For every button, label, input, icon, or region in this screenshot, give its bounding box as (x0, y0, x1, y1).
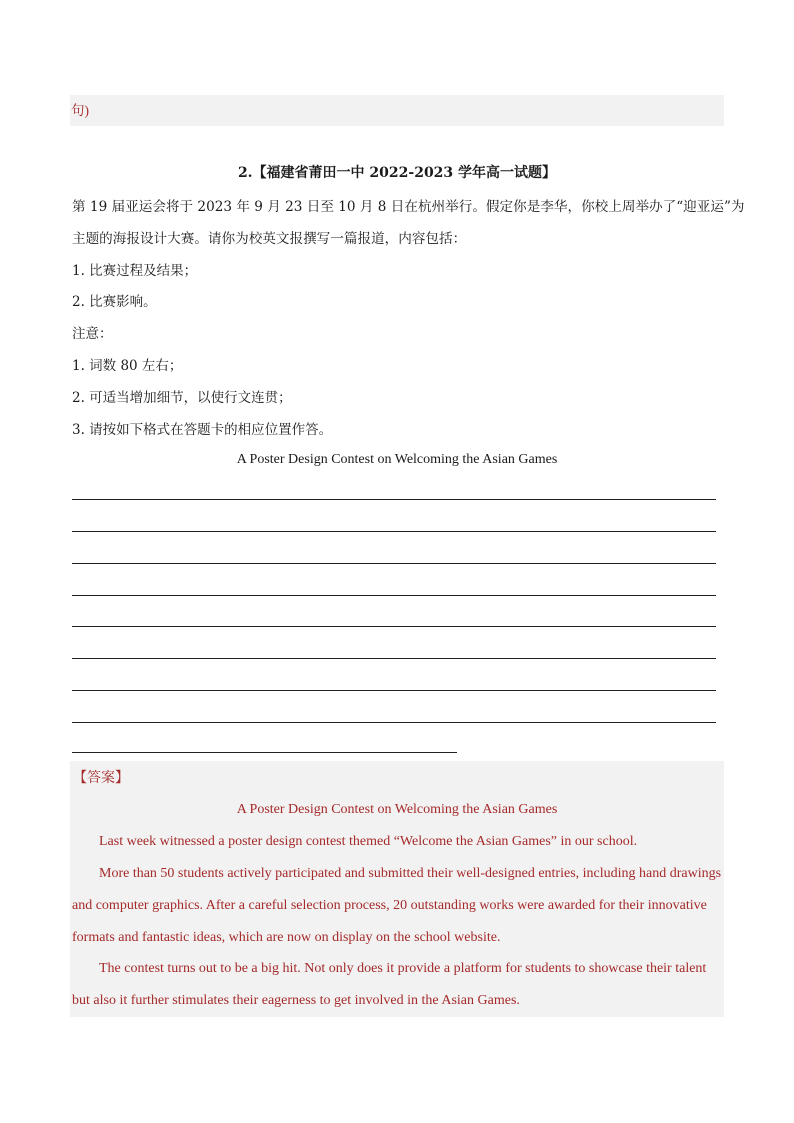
writing-line (72, 563, 716, 564)
answer-paragraph-2-line-1: More than 50 students actively participated and submitted their well-designed entries, including hand drawings (99, 866, 722, 881)
previous-answer-fragment: 句) (71, 103, 89, 118)
answer-label: 【答案】 (73, 770, 129, 786)
essay-title: A Poster Design Contest on Welcoming the Asian Games (236, 452, 558, 467)
top-shaded-band (70, 95, 724, 126)
content-item-1: 1. 比赛过程及结果； (72, 263, 198, 279)
writing-line (72, 690, 716, 691)
answer-title: A Poster Design Contest on Welcoming the Asian Games (236, 802, 558, 817)
writing-line (72, 626, 716, 627)
writing-line (72, 499, 716, 500)
question-intro-line-1: 第 19 届亚运会将于 2023 年 9 月 23 日至 10 月 8 日在杭州举行。假定你是李华，你校上周举办了“迎亚运”为 (72, 199, 745, 215)
note-item-2: 2. 可适当增加细节，以使行文连贯； (72, 390, 292, 406)
question-heading: 2.【福建省莆田一中 2022-2023 学年高一试题】 (237, 165, 557, 181)
writing-line (72, 531, 716, 532)
note-label: 注意： (72, 326, 113, 342)
answer-paragraph-3-line-1: The contest turns out to be a big hit. Not only does it provide a platform for students to showcase their talent (99, 961, 707, 976)
note-item-1: 1. 词数 80 左右； (72, 358, 183, 374)
note-item-3: 3. 请按如下格式在答题卡的相应位置作答。 (72, 422, 333, 438)
writing-line (72, 595, 716, 596)
question-intro-line-2: 主题的海报设计大赛。请你为校英文报撰写一篇报道，内容包括： (72, 231, 467, 247)
answer-paragraph-3-line-2: but also it further stimulates their eagerness to get involved in the Asian Games. (72, 993, 520, 1008)
writing-line (72, 752, 457, 753)
content-item-2: 2. 比赛影响。 (72, 294, 157, 310)
answer-paragraph-2-line-3: formats and fantastic ideas, which are now on display on the school website. (72, 930, 501, 945)
writing-line (72, 722, 716, 723)
answer-paragraph-2-line-2: and computer graphics. After a careful selection process, 20 outstanding works were awarded for their innovative (72, 898, 707, 913)
writing-line (72, 658, 716, 659)
answer-paragraph-1: Last week witnessed a poster design contest themed “Welcome the Asian Games” in our school. (99, 834, 638, 849)
